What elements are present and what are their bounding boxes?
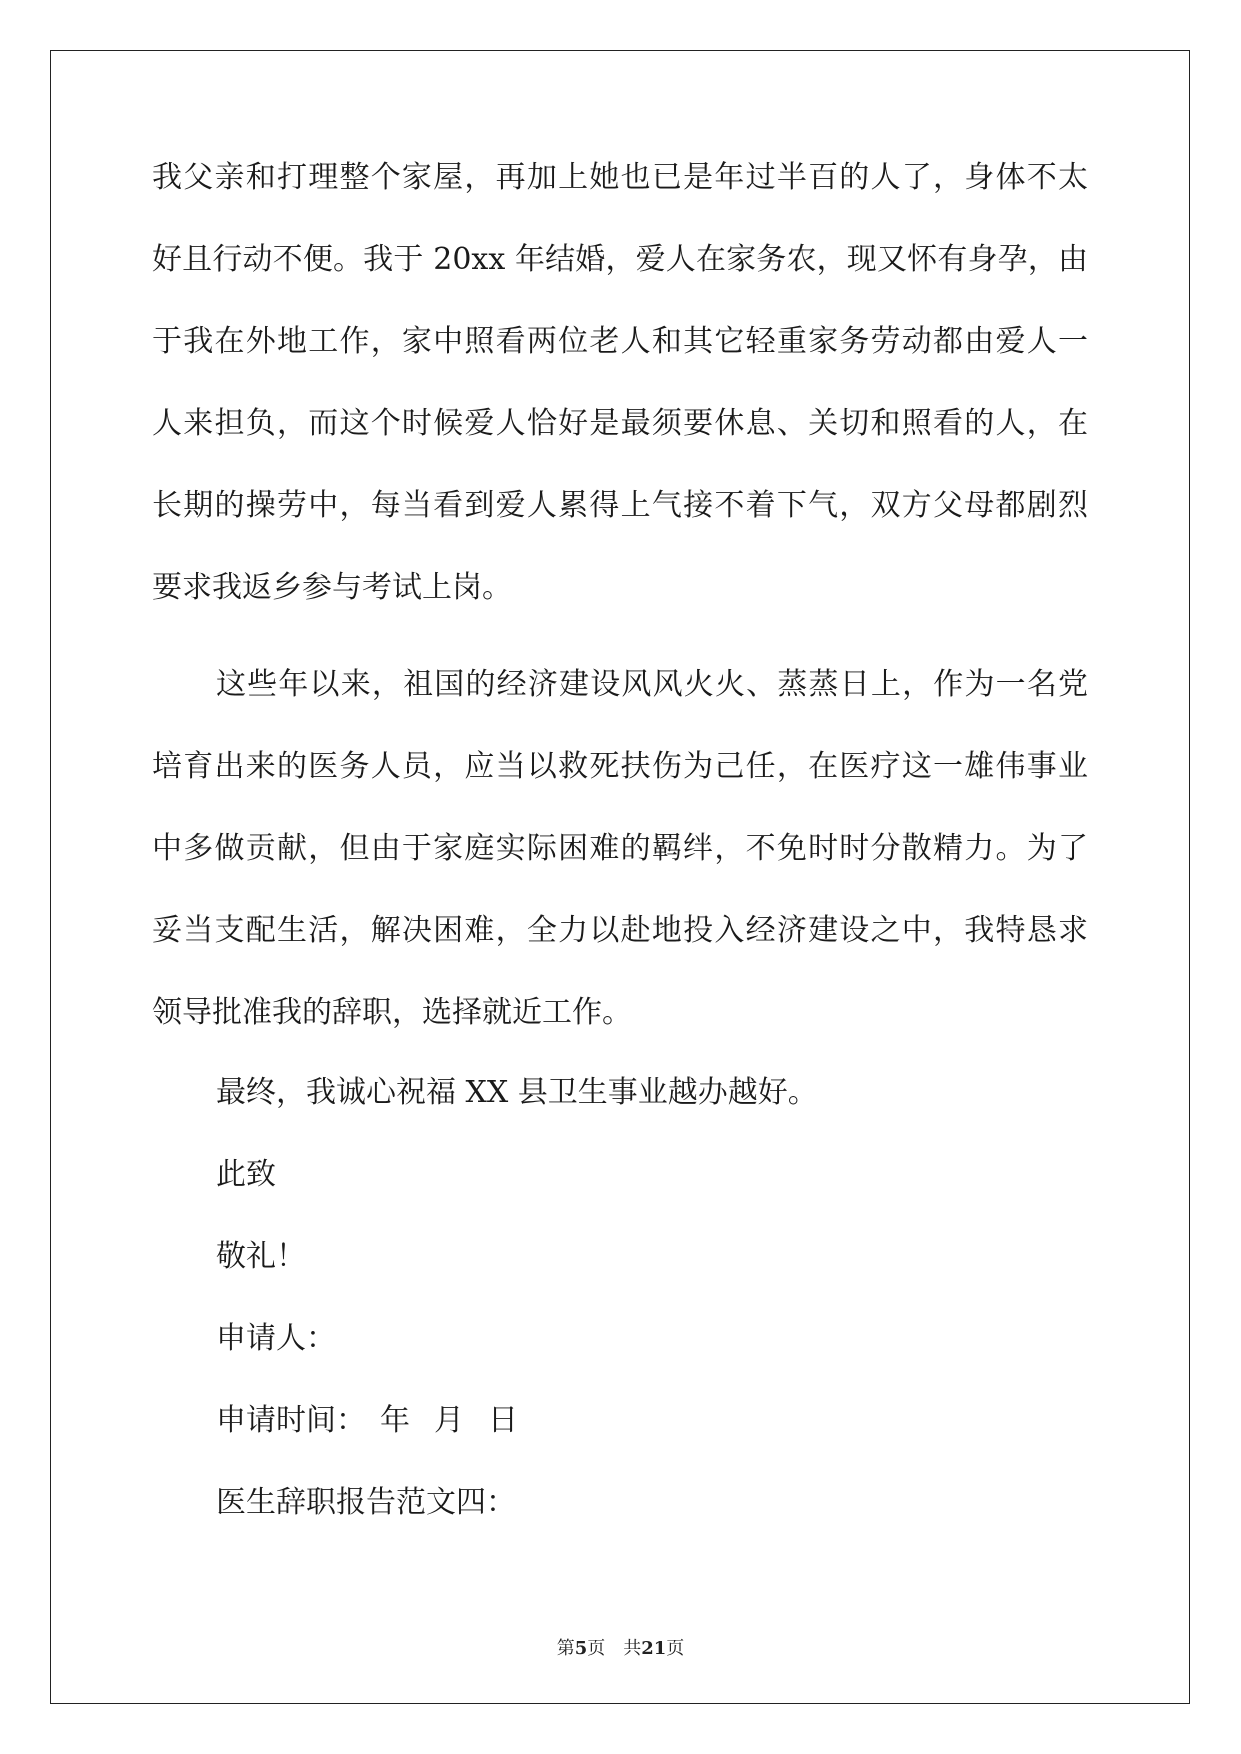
footer-page-number: 5 [574,1638,588,1659]
footer-page-prefix: 第 [556,1638,575,1659]
text-line: 我父亲和打理整个家屋，再加上她也已是年过半百的人了，身体不太 [152,160,1088,195]
salutation-respectfully: 此致 [216,1157,276,1192]
text-line: 人来担负，而这个时候爱人恰好是最须要休息、关切和照看的人，在 [152,406,1088,441]
text-line: 中多做贡献，但由于家庭实际困难的羁绊，不免时时分散精力。为了 [152,831,1088,866]
text-line: 长期的操劳中，每当看到爱人累得上气接不着下气，双方父母都剧烈 [152,488,1088,523]
text-line: 要求我返乡参与考试上岗。 [152,570,512,605]
page-footer [0,1634,1241,1660]
footer-total-prefix: 共 [623,1638,642,1659]
text-line: 领导批准我的辞职，选择就近工作。 [152,995,632,1030]
paragraph-reason [152,667,1088,1031]
salutation-regards: 敬礼！ [216,1239,306,1274]
date-day: 日 [488,1403,518,1438]
text-line: 于我在外地工作，家中照看两位老人和其它轻重家务劳动都由爱人一 [152,324,1088,359]
date-year: 年 [380,1403,410,1438]
next-section-title: 医生辞职报告范文四： [216,1485,516,1520]
text-line: 培育出来的医务人员，应当以救死扶伤为己任，在医疗这一雄伟事业 [152,749,1088,784]
paragraph-family-situation [152,160,1088,606]
footer-total-pages: 21 [641,1638,667,1659]
application-date [152,1403,1088,1439]
date-month: 月 [434,1403,464,1438]
text-line: 这些年以来，祖国的经济建设风风火火、蒸蒸日上，作为一名党 [216,667,1088,702]
footer-page-unit: 页 [587,1638,606,1659]
applicant-label: 申请人： [216,1321,336,1356]
text-line: 好且行动不便。我于 20xx 年结婚，爱人在家务农，现又怀有身孕，由 [152,242,1088,277]
closing-wish: 最终，我诚心祝福 XX 县卫生事业越办越好。 [216,1075,818,1110]
document-body [152,160,1088,1521]
footer-total-unit: 页 [666,1638,685,1659]
date-label: 申请时间： [216,1403,366,1438]
text-line: 妥当支配生活，解决困难，全力以赴地投入经济建设之中，我特恳求 [152,913,1088,948]
